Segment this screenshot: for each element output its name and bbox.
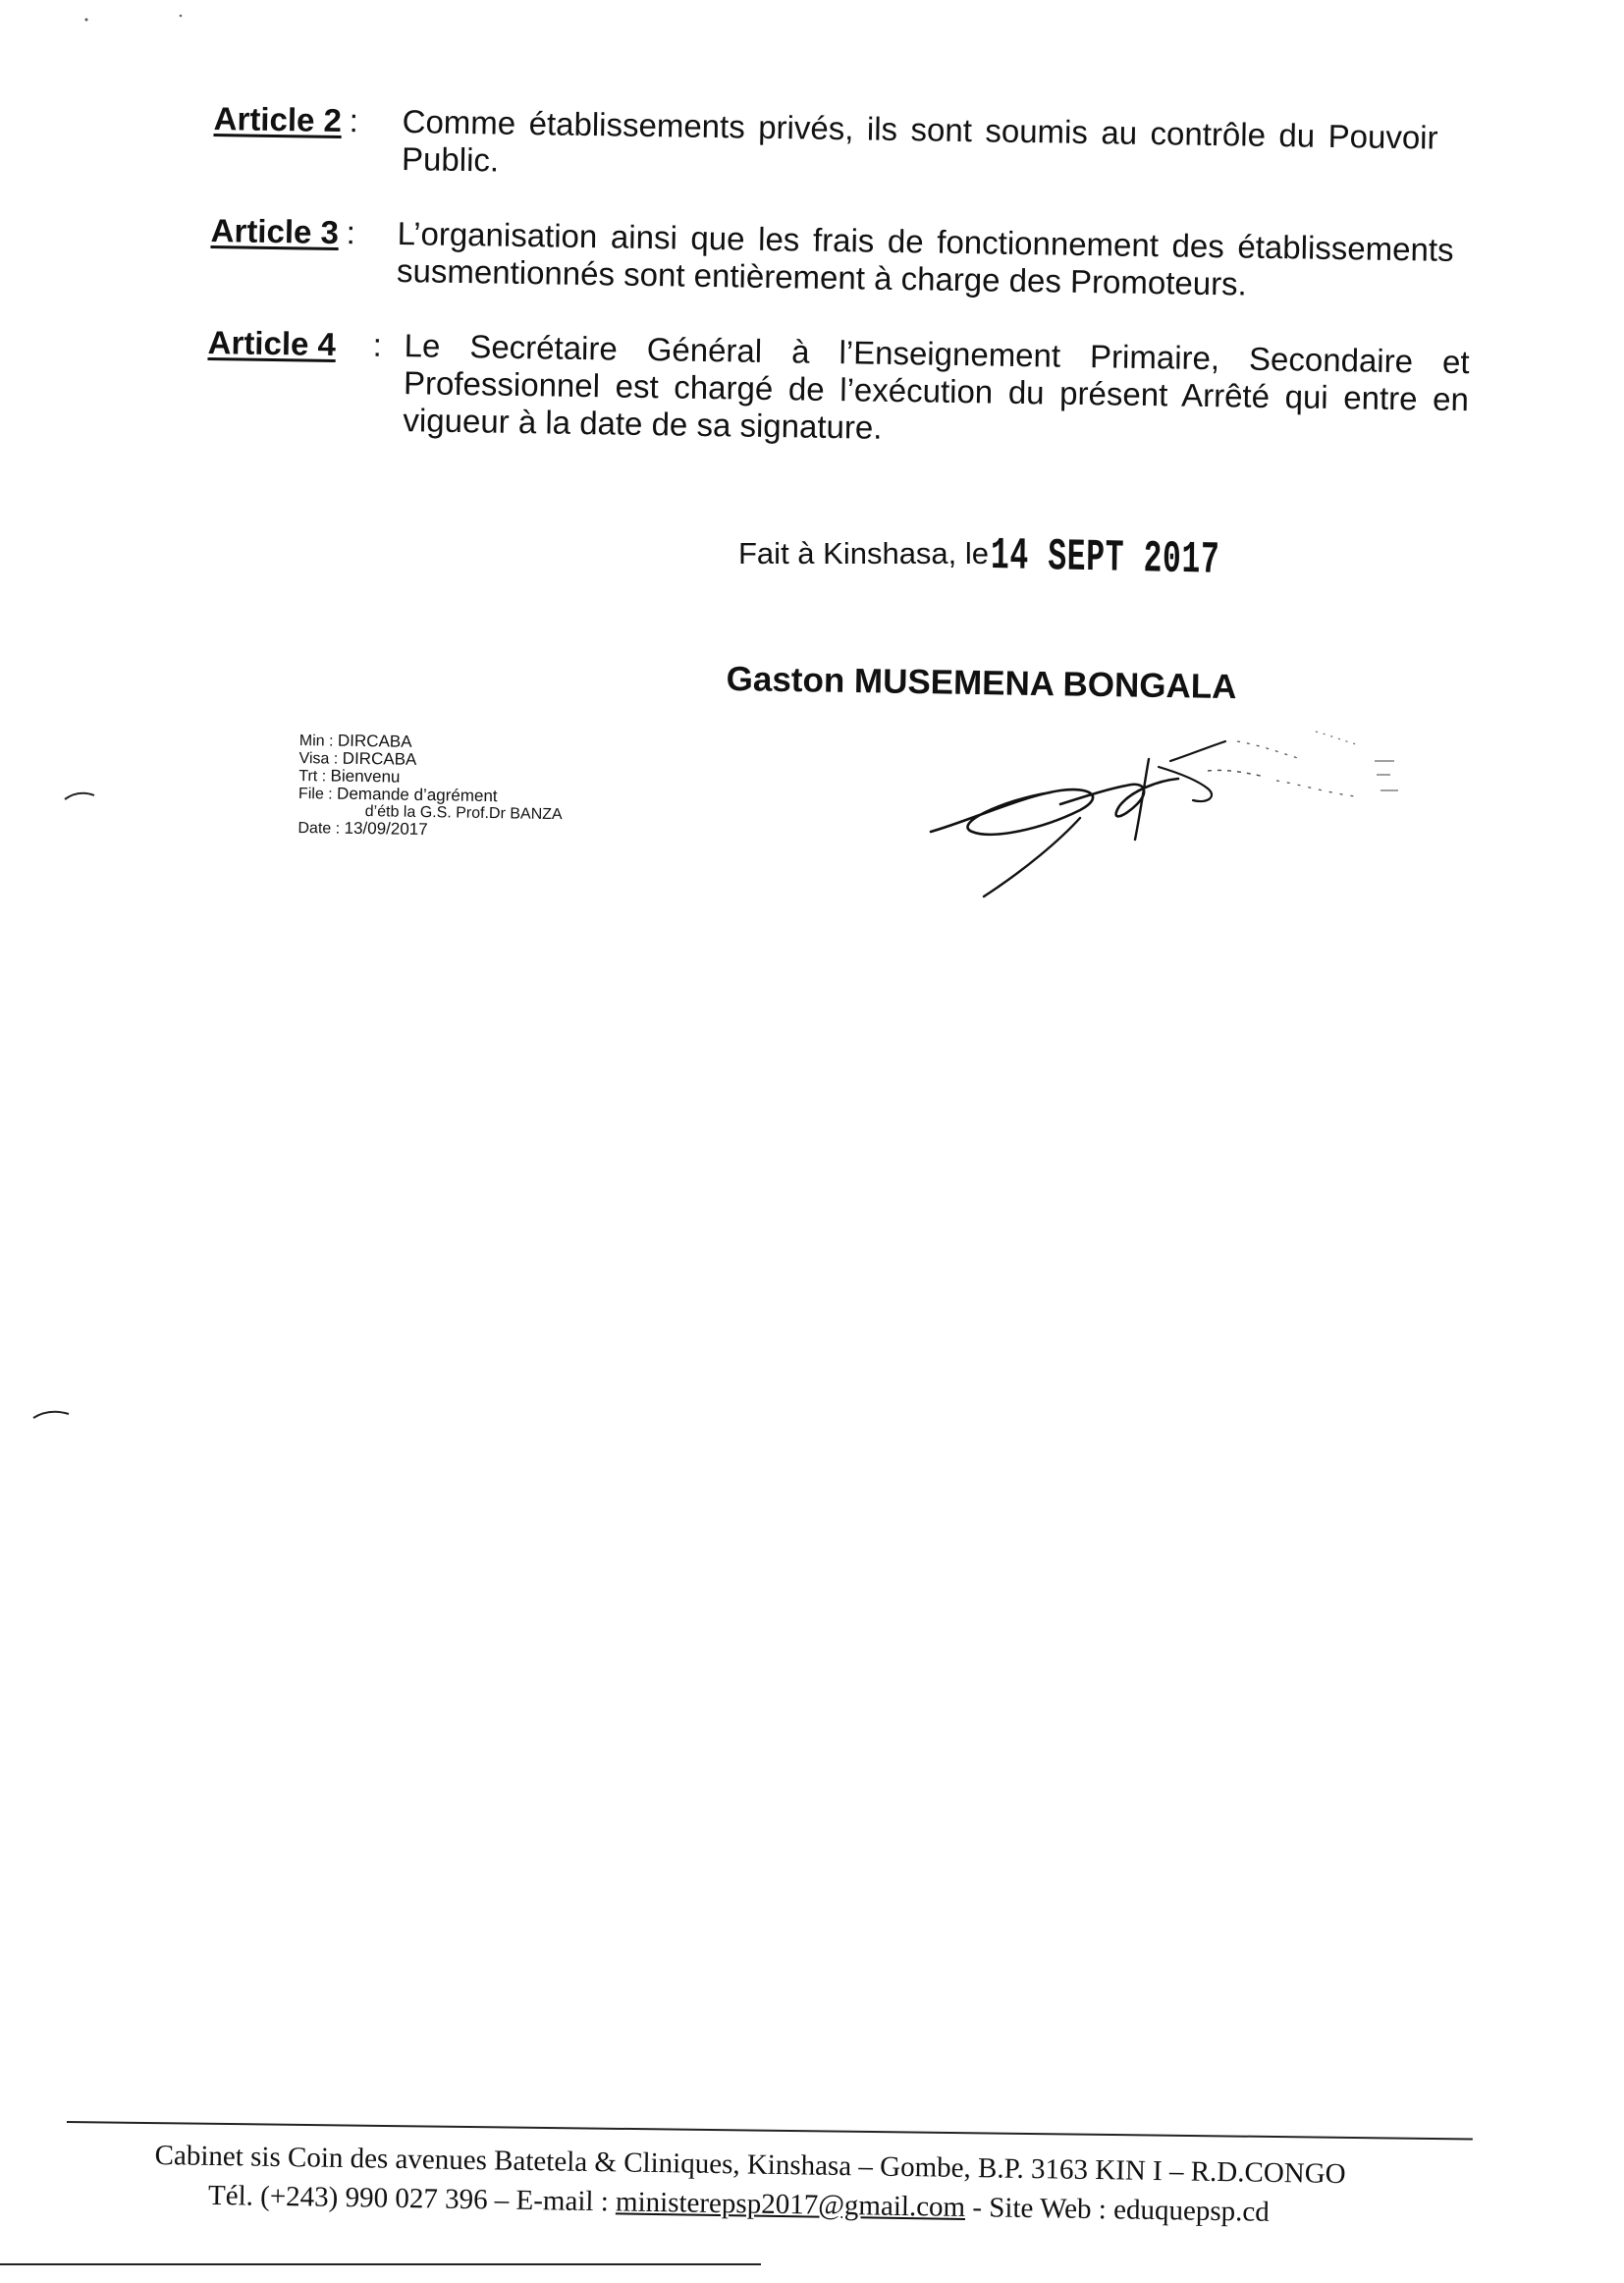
article-colon: : [372,326,383,363]
footer [154,2136,1346,2233]
ref-key: Visa : [298,749,339,768]
ref-value: Demande d’agrément [336,784,498,806]
footer-site-link[interactable]: eduquepsp.cd [1112,2194,1270,2228]
article-text: L’organisation ainsi que les frais de fonctionnement des établissements susmentionnés sont entièrement à charge des Promoteurs. [396,214,1454,302]
footer-site-prefix: - Site Web : [972,2192,1108,2226]
punch-hole-mark-bottom [29,1404,75,1424]
ref-value: DIRCABA [337,731,412,751]
ref-file-continuation: d’étb la G.S. Prof.Dr BANZA [364,803,563,824]
ref-value: 13/09/2017 [344,818,428,840]
signatory-name: Gaston MUSEMENA BONGALA [726,660,1237,707]
handwritten-signature [913,702,1424,908]
ref-key: Date : [298,819,341,838]
article-text: Comme établissements privés, ils sont soumis au contrôle du Pouvoir Public. [401,103,1438,179]
article-label: Article 3 [210,212,340,251]
punch-hole-mark-top [61,786,100,805]
ref-value: DIRCABA [342,748,417,769]
reference-block [298,732,564,841]
bottom-edge-line [0,2263,761,2265]
ref-key: File : [298,785,333,803]
place-date-line [738,530,1327,586]
article-text: Le Secrétaire Général à l’Enseignement Primaire, Secondaire et Professionnel est chargé de l’exécution du présent Arrêté qui entre en vigueur à la date de sa signature. [403,327,1470,446]
footer-email-link[interactable]: ministerepsp2017@gmail.com [615,2186,966,2223]
date-stamp: 14 SEPT 2017 [990,530,1220,586]
footer-address: Cabinet sis Coin des avenues Batetela & Cliniques, Kinshasa – Gombe, B.P. 3163 KIN I – R.D.CONGO [154,2139,1346,2191]
footer-tel: Tél. (+243) 990 027 396 – E-mail : [207,2179,610,2218]
article-colon: : [346,214,356,251]
ref-key: Min : [298,732,334,750]
article-label: Article 2 [213,100,343,139]
ref-value: Bienvenu [330,766,401,787]
place-prefix: Fait à Kinshasa, le [738,536,990,571]
scan-speck-mark [79,12,196,27]
ref-key: Trt : [298,767,327,786]
article-colon: : [349,102,359,139]
article-label: Article 4 [207,324,337,363]
